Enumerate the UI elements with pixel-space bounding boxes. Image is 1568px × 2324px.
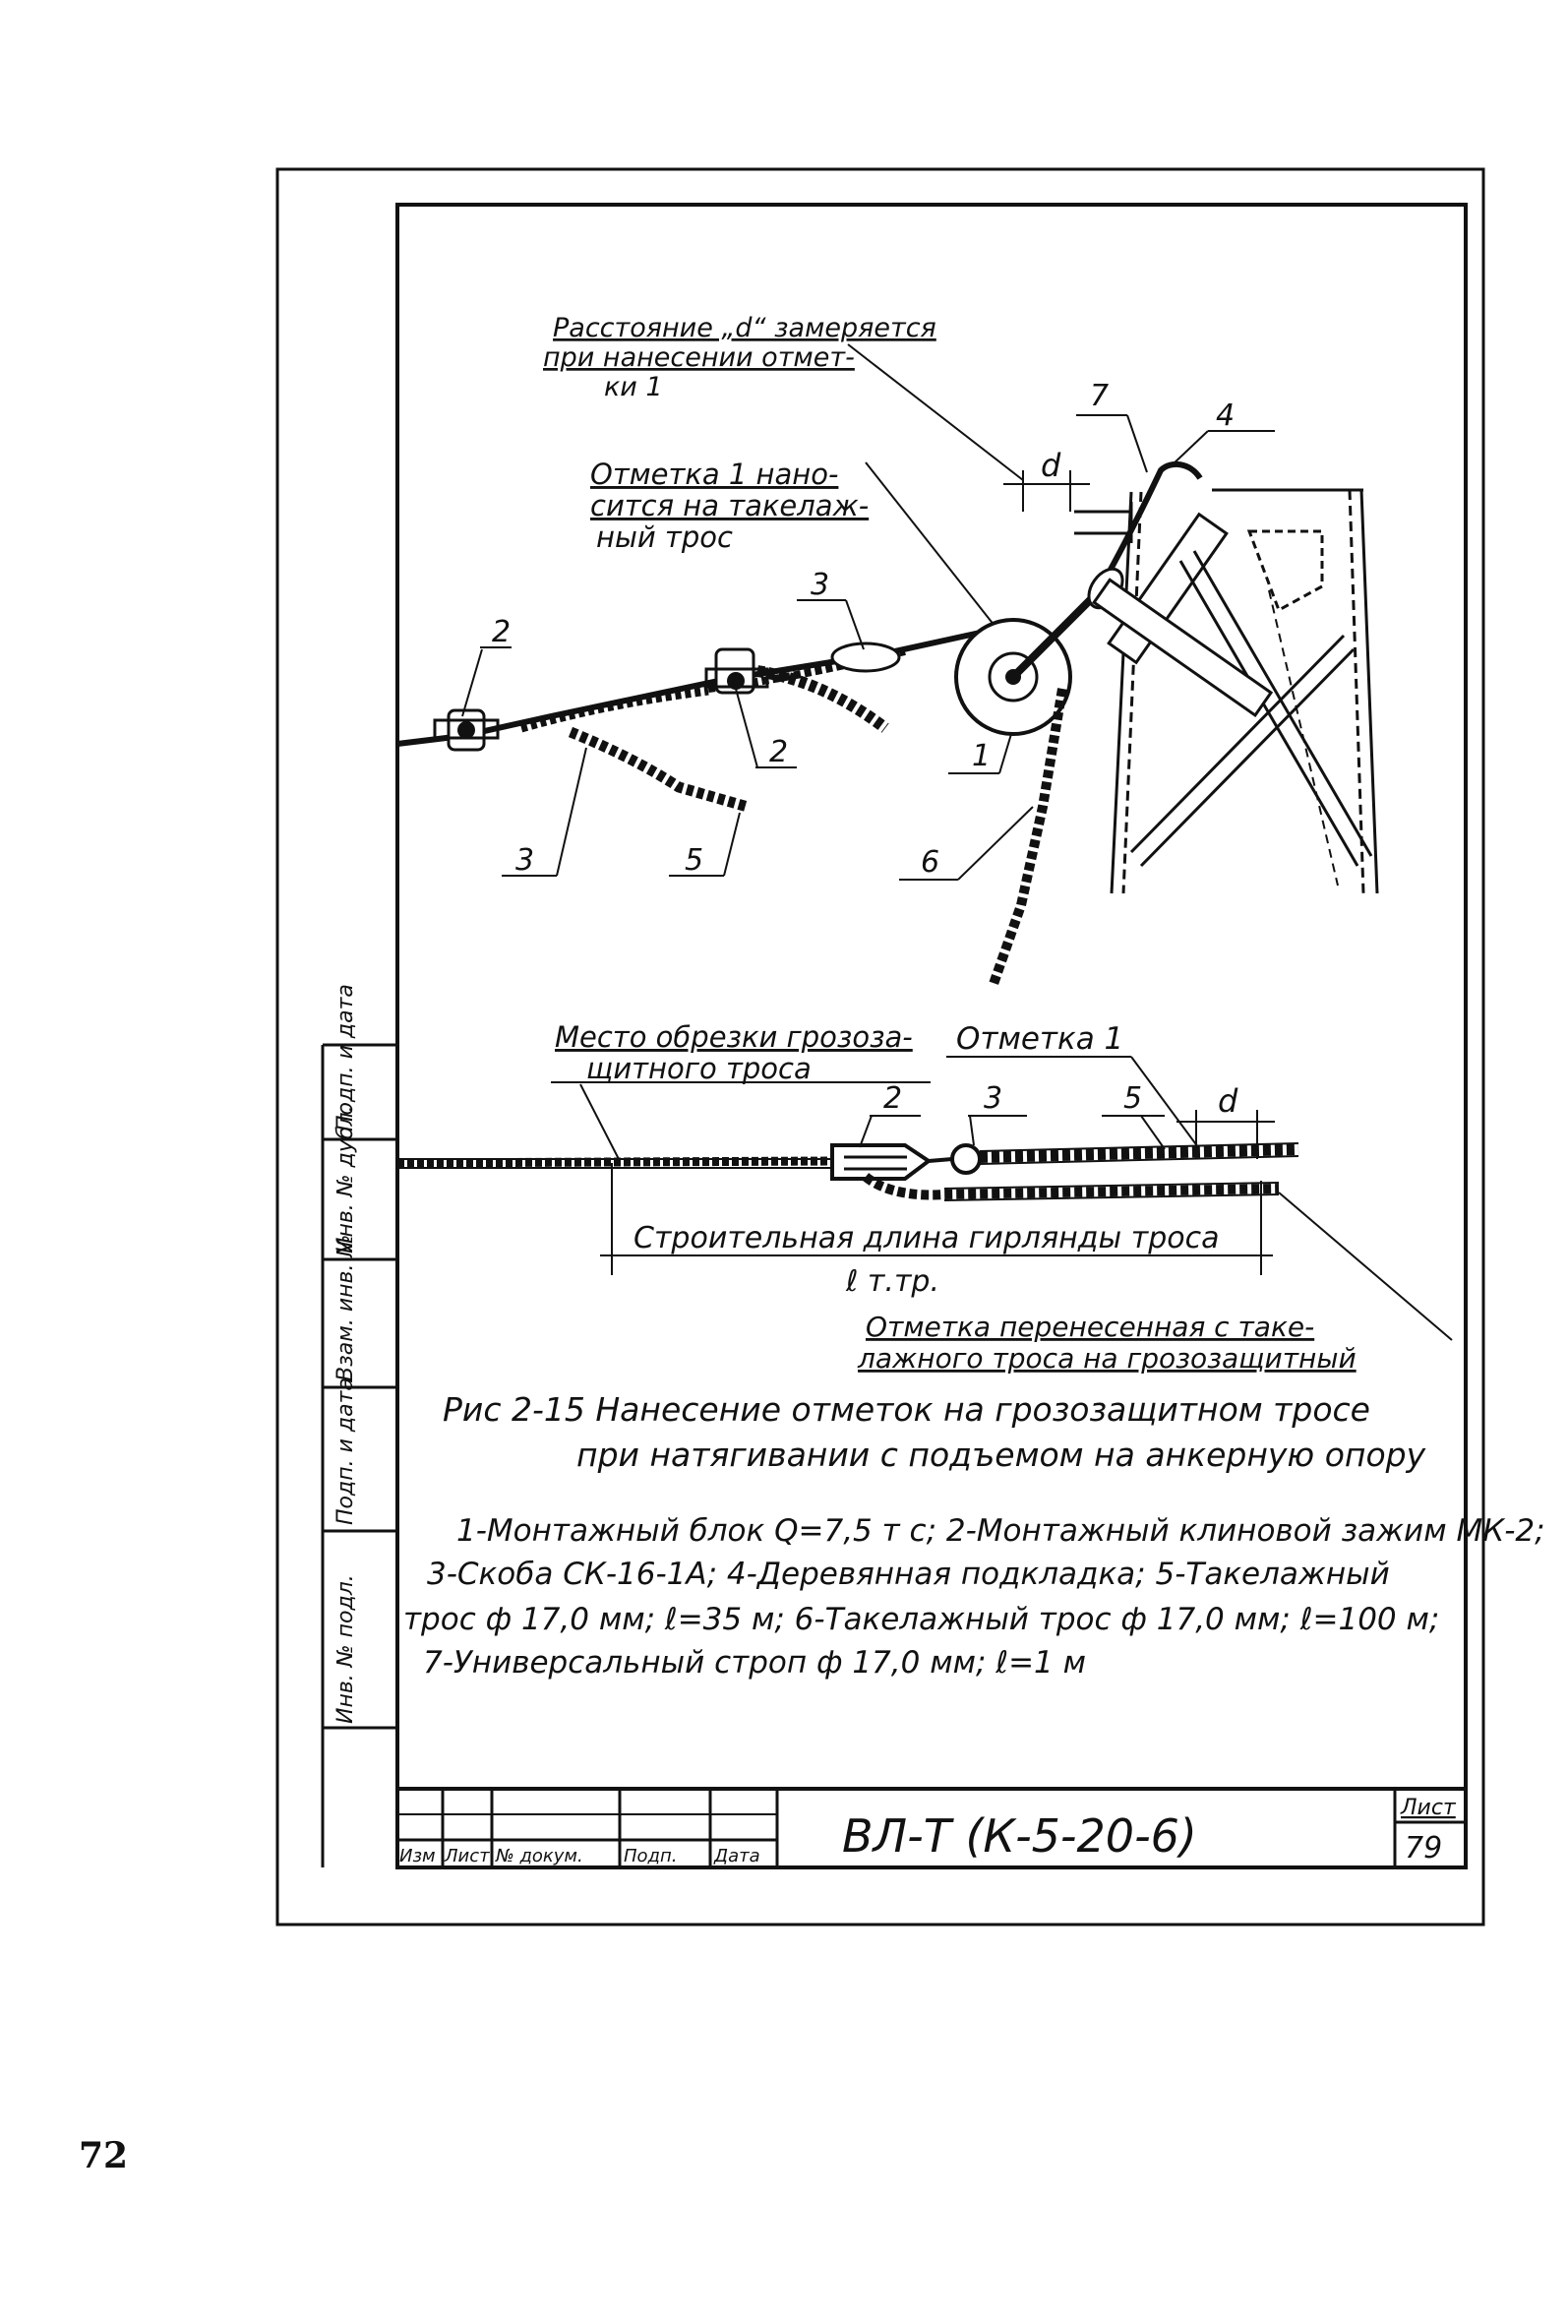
- stamp-field-3: Взам. инв. №: [333, 1234, 358, 1381]
- legend: [403, 1513, 1545, 1681]
- callout-3-top: 3: [811, 568, 830, 602]
- stamp-field-5: Инв. № подл.: [333, 1574, 358, 1724]
- callout-2-left: 2: [492, 615, 512, 649]
- anchor-tower: [1094, 490, 1377, 893]
- tb-col-date: Дата: [714, 1846, 760, 1866]
- legend-line2: 3-Скоба СК-16-1А; 4-Деревянная подкладка; 5-Такелажный: [427, 1557, 1390, 1592]
- bottom-drawing: [397, 1020, 1452, 1375]
- note-mark-line2: сится на такелаж-: [590, 489, 870, 522]
- callout-6: 6: [921, 845, 940, 880]
- stamp-field-2: Инв. № дубл.: [333, 1105, 358, 1254]
- length-symbol: ℓ т.тр.: [846, 1264, 939, 1299]
- side-stamp: [323, 984, 397, 1867]
- bottom-dim-d: d: [1218, 1082, 1238, 1120]
- caption: [443, 1390, 1426, 1474]
- top-dim-d: d: [1041, 447, 1061, 484]
- sheet-number: 79: [1405, 1831, 1443, 1865]
- mark-1-label: Отметка 1: [956, 1021, 1124, 1057]
- bottom-callout-3: 3: [984, 1081, 1003, 1116]
- cut-place-line2: щитного троса: [586, 1052, 812, 1085]
- stamp-field-4: Подп. и дата: [333, 1377, 358, 1525]
- caption-line2: при натягивании с подъемом на анкерную опору: [576, 1436, 1426, 1474]
- bottom-callout-2: 2: [883, 1081, 903, 1116]
- stamp-field-1: Подп. и дата: [333, 984, 358, 1131]
- callout-5: 5: [685, 843, 704, 878]
- document-code: ВЛ-Т (К-5-20-6): [842, 1809, 1197, 1863]
- cut-place-line1: Место обрезки грозоза-: [555, 1020, 913, 1054]
- legend-line4: 7-Универсальный строп ф 17,0 мм; ℓ=1 м: [423, 1645, 1087, 1681]
- pulley-block: [956, 592, 1098, 734]
- callout-4: 4: [1216, 398, 1236, 433]
- tb-col-list: Лист: [445, 1846, 490, 1866]
- caption-line1: Рис 2-15 Нанесение отметок на грозозащитном тросе: [443, 1390, 1370, 1429]
- note-distance-line2: при нанесении отмет-: [543, 342, 855, 373]
- sheet-label: Лист: [1401, 1796, 1456, 1820]
- note-distance-line3: ки 1: [604, 372, 663, 402]
- page-number: 72: [79, 2135, 129, 2176]
- legend-line1: 1-Монтажный блок Q=7,5 т с; 2-Монтажный клиновой зажим МК-2;: [456, 1513, 1545, 1549]
- transfer-note-line2: лажного троса на грозозащитный: [858, 1342, 1357, 1375]
- note-distance-line1: Расстояние „d“ замеряется: [553, 313, 936, 343]
- note-mark-line3: ный трос: [596, 520, 733, 554]
- tb-col-izm: Изм: [399, 1846, 436, 1866]
- tb-col-doc: № докум.: [496, 1846, 583, 1866]
- legend-line3: трос ф 17,0 мм; ℓ=35 м; 6-Такелажный трос ф 17,0 мм; ℓ=100 м;: [403, 1602, 1440, 1637]
- callout-2-right: 2: [769, 735, 789, 769]
- top-drawing: [397, 313, 1377, 984]
- callout-3-bottom: 3: [515, 843, 535, 878]
- length-label: Строительная длина гирлянды троса: [633, 1221, 1220, 1255]
- title-block: [397, 1789, 1466, 1867]
- bottom-callout-5: 5: [1123, 1081, 1143, 1116]
- callout-7: 7: [1090, 379, 1110, 413]
- note-mark-line1: Отметка 1 нано-: [590, 458, 839, 491]
- transfer-note-line1: Отметка перенесенная с таке-: [866, 1311, 1315, 1343]
- tb-col-sign: Подп.: [624, 1846, 678, 1866]
- callout-1: 1: [972, 739, 992, 773]
